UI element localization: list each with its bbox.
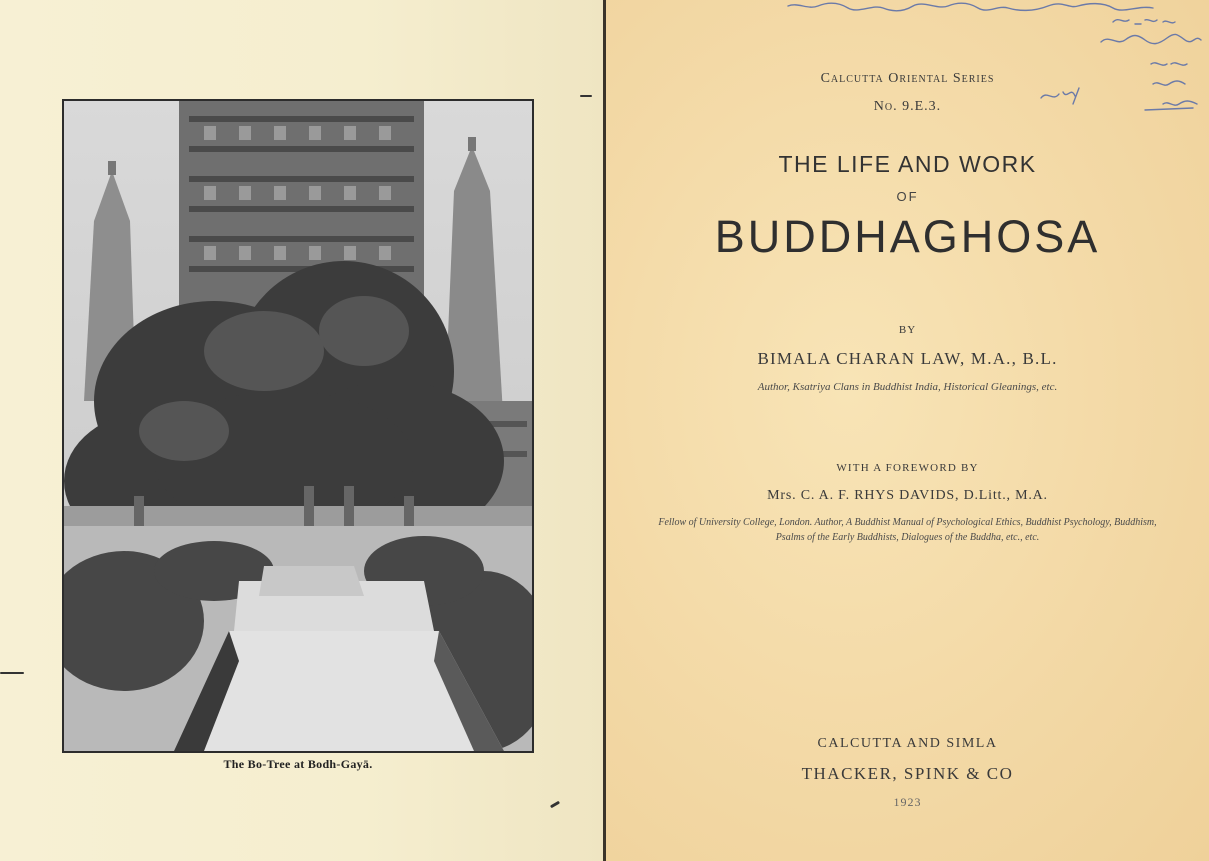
frontispiece-photo	[62, 99, 534, 753]
frontispiece-caption: The Bo-Tree at Bodh-Gayā.	[223, 757, 373, 771]
title-line-1: THE LIFE AND WORK	[778, 151, 1037, 177]
by-label: BY	[898, 324, 917, 336]
frontispiece-page	[0, 0, 604, 861]
author-works: Author, Ksatriya Clans in Buddhist India, Historical Gleanings, etc.	[757, 381, 1058, 393]
publication-year: 1923	[893, 795, 922, 809]
title-line-2: OF	[896, 189, 919, 204]
book-title: BUDDHAGHOSA	[714, 211, 1101, 262]
author-name: BIMALA CHARAN LAW, M.A., B.L.	[757, 349, 1058, 368]
foreword-credentials: Fellow of University College, London. Author, A Buddhist Manual of Psychological Ethics, Buddhist Psychology, Buddhism, Psalms of the Early Buddhists, Dialogues of the Buddha, etc., etc.	[658, 517, 1157, 543]
foreword-author: Mrs. C. A. F. RHYS DAVIDS, D.Litt., M.A.	[767, 488, 1048, 503]
foreword-label: WITH A FOREWORD BY	[836, 462, 979, 474]
series-number: No. 9.E.3.	[873, 99, 942, 114]
ink-mark	[0, 672, 24, 674]
series-name: Calcutta Oriental Series	[820, 71, 995, 86]
publisher-name: THACKER, SPINK & CO	[801, 764, 1014, 783]
ink-mark	[550, 801, 560, 809]
publisher-city: CALCUTTA AND SIMLA	[817, 736, 998, 751]
title-page	[606, 0, 1209, 861]
ink-mark	[580, 95, 592, 97]
